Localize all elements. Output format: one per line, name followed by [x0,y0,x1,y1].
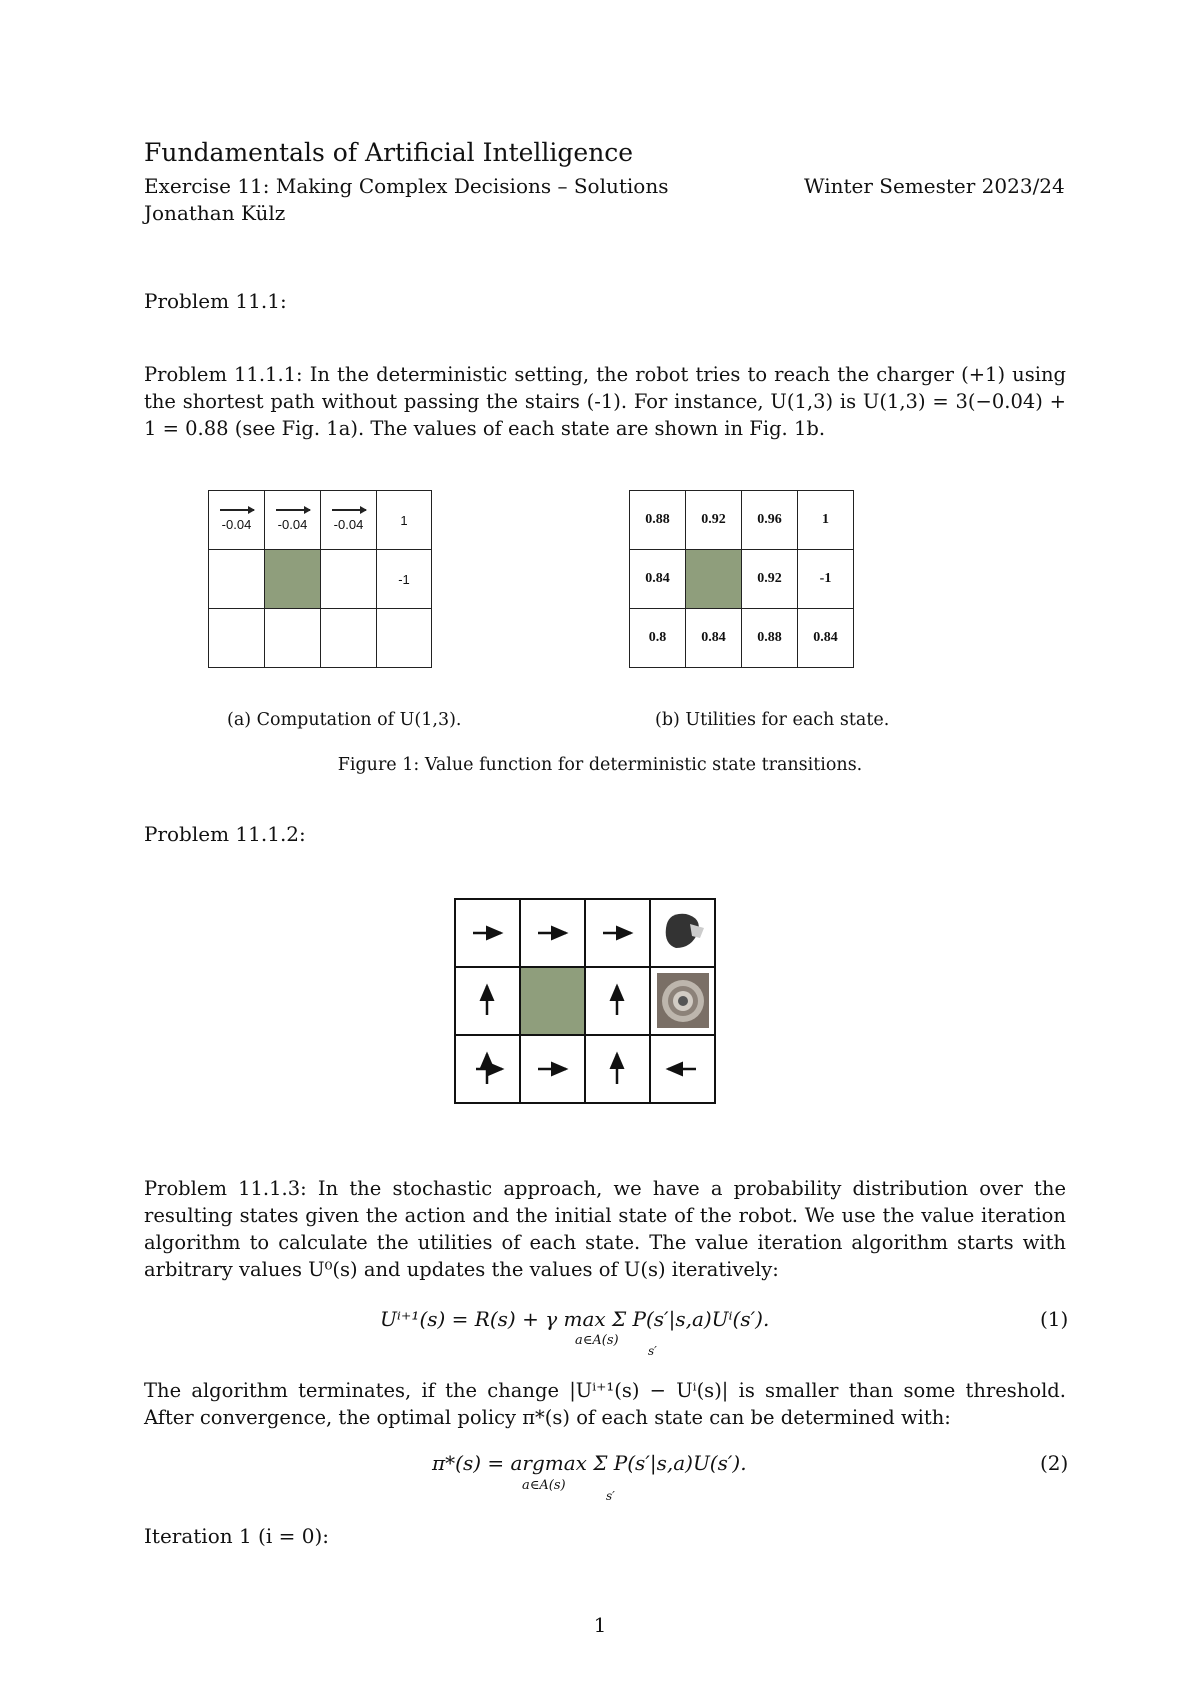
grid-b [629,490,854,668]
grid-a-cell [209,550,265,609]
equation-1-number: (1) [1040,1307,1069,1331]
termination-text: The algorithm terminates, if the change |Uⁱ⁺¹(s) − Uⁱ(s)| is smaller than some threshold. After convergence, the optimal policy π*(s) of each state can be determined with: [144,1379,1066,1429]
policy-grid [454,898,716,1104]
grid-a-cell [209,491,265,550]
equation-2: π*(s) = argmax Σ P(s′|s,a)U(s′). [432,1451,747,1475]
grid-b-cell: 0.92 [742,550,798,609]
eq1-sub-sum: s′ [648,1344,657,1358]
charger-icon [666,914,704,948]
wall-cell [521,968,584,1034]
grid-b-cell: 0.88 [630,491,686,550]
grid-a-cell: 1 [377,491,432,550]
grid-b-cell: 0.8 [630,609,686,668]
grid-b-cell: 0.84 [686,609,742,668]
grid-a-cell [265,491,321,550]
grid-a-cell [321,491,377,550]
right-arrow-icon [276,509,310,511]
problem-11-1-3-text: Problem 11.1.3: In the stochastic approach, we have a probability distribution over the resulting states given the action and the initial state of the robot. We use the value iteration algorithm to calculate the utilities of each state. The value iteration algorithm starts with arbitrary values U⁰(s) and updates the values of U(s) iteratively: [144,1177,1066,1281]
eq2-sub-sum: s′ [606,1489,615,1503]
page-number: 1 [593,1613,607,1637]
cell-value: -0.04 [221,516,252,532]
eq1-sub-max: a∈A(s) [575,1333,619,1348]
grid-a-cell: -1 [377,550,432,609]
cell-value: -0.04 [333,516,364,532]
exercise-title: Exercise 11: Making Complex Decisions – Solutions [144,174,669,198]
grid-b-cell: -1 [798,550,854,609]
caption-a: (a) Computation of U(1,3). [227,710,462,730]
eq2-sub-max: a∈A(s) [522,1478,566,1493]
iteration-heading: Iteration 1 (i = 0): [144,1524,329,1548]
equation-1: Uⁱ⁺¹(s) = R(s) + γ max Σ P(s′|s,a)Uⁱ(s′). [380,1307,770,1331]
wall-cell [686,550,742,609]
course-title: Fundamentals of Artificial Intelligence [144,138,634,167]
right-arrow-icon [332,509,366,511]
semester: Winter Semester 2023/24 [804,174,1065,198]
stairs-icon [657,973,709,1028]
problem-heading: Problem 11.1: [144,289,287,313]
right-arrow-icon [220,509,254,511]
grid-b-cell: 0.88 [742,609,798,668]
problem-11-1-2-heading: Problem 11.1.2: [144,822,306,846]
grid-a-cell [321,550,377,609]
grid-a-cell [377,609,432,668]
grid-a-cell [321,609,377,668]
grid-b-cell: 1 [798,491,854,550]
problem-11-1-1-text: Problem 11.1.1: In the deterministic setting, the robot tries to reach the charger (+1) using the shortest path without passing the stairs (-1). For instance, U(1,3) is U(1,3) = 3(−0.04) + 1 = 0.88 (see Fig. 1a). The values of each state are shown in Fig. 1b. [144,363,1066,440]
wall-cell [265,550,321,609]
grid-b-cell: 0.84 [798,609,854,668]
grid-a-cell [265,609,321,668]
grid-a [208,490,432,668]
grid-b-cell: 0.92 [686,491,742,550]
cell-value: -0.04 [277,516,308,532]
grid-a-cell [209,609,265,668]
grid-b-cell: 0.84 [630,550,686,609]
author: Jonathan Külz [144,201,286,225]
equation-2-number: (2) [1040,1451,1069,1475]
caption-b: (b) Utilities for each state. [655,710,890,730]
figure1-caption: Figure 1: Value function for deterministic state transitions. [337,755,863,775]
grid-b-cell: 0.96 [742,491,798,550]
